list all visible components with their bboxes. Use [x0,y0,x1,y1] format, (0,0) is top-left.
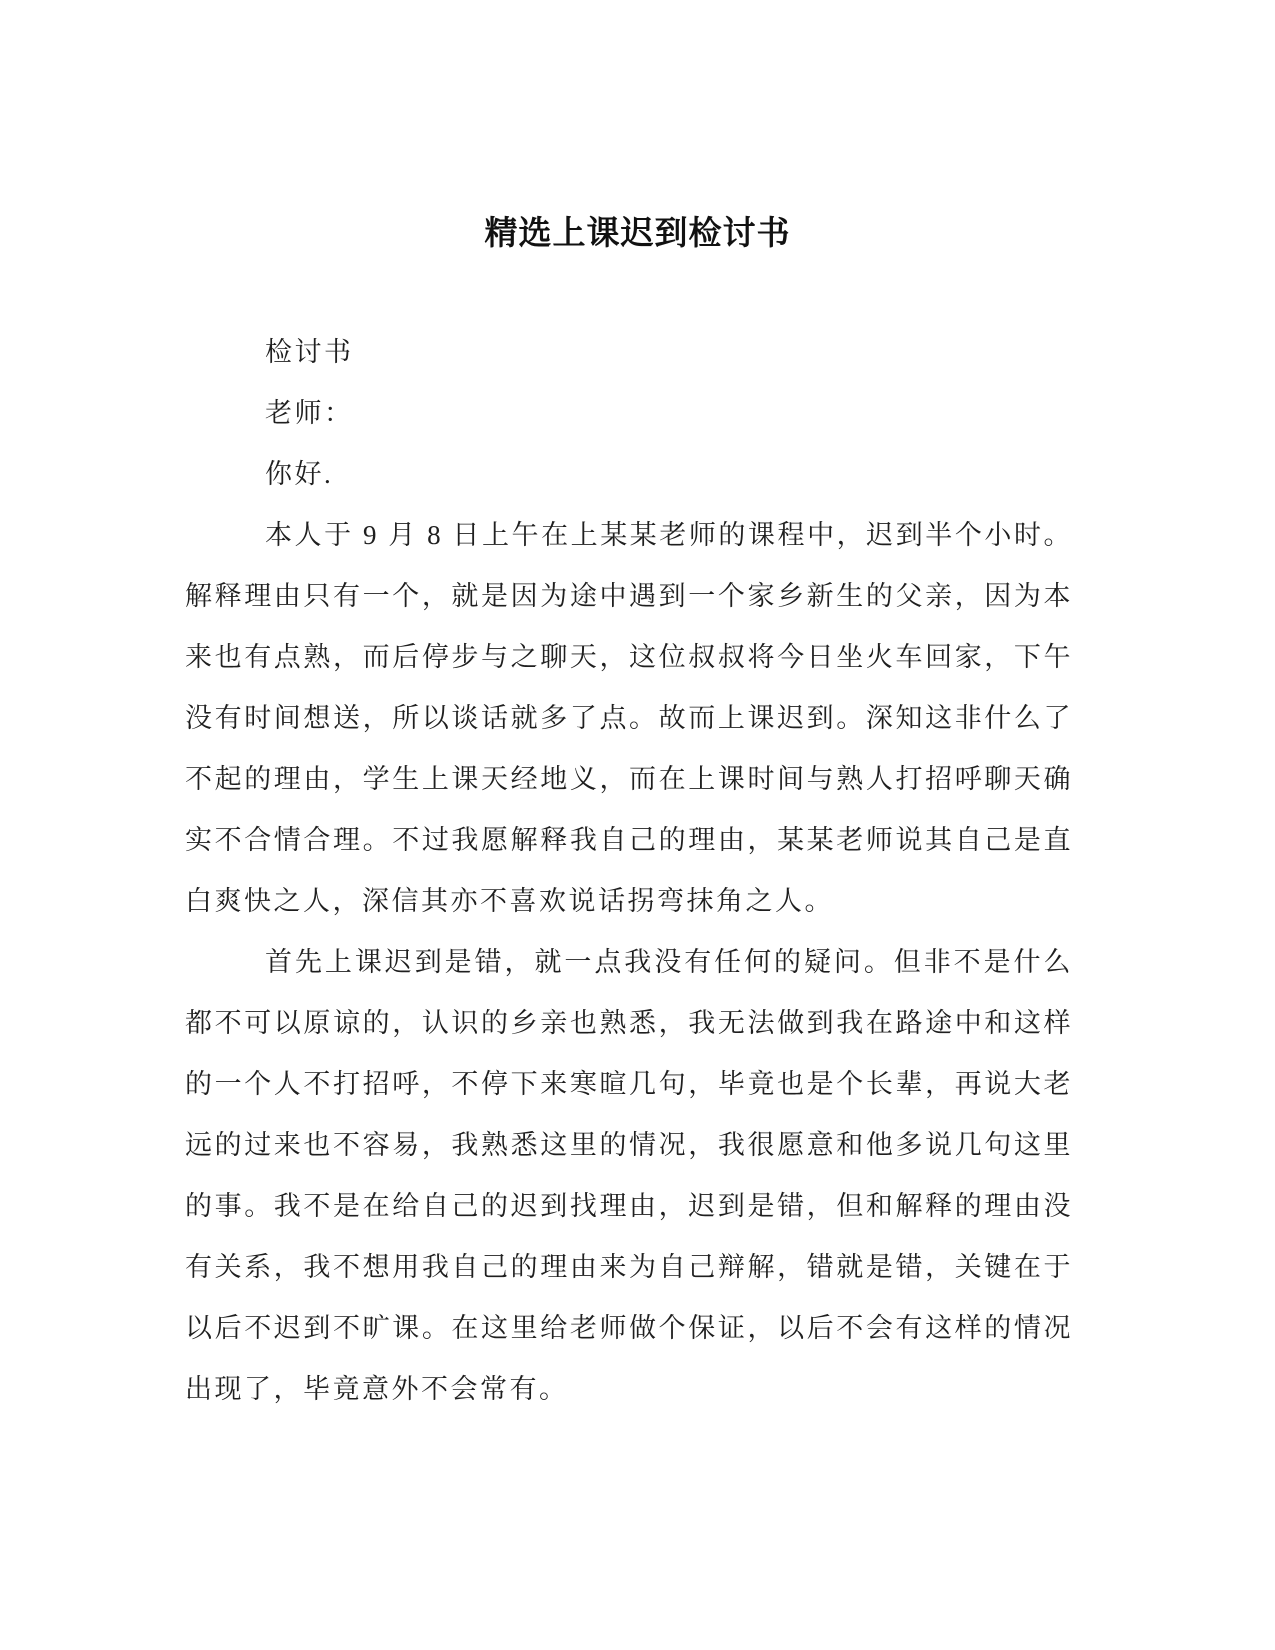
letter-heading-line: 检讨书 [265,337,354,367]
document-title: 精选上课迟到检讨书 [484,214,791,251]
document-body [185,322,1073,1420]
salutation-line: 老师： [265,398,354,428]
greeting-line: 你好. [265,459,334,489]
body-paragraph-2: 首先上课迟到是错，就一点我没有任何的疑问。但非不是什么都不可以原谅的，认识的乡亲也熟悉，我无法做到我在路途中和这样的一个人不打招呼，不停下来寒暄几句，毕竟也是个长辈，再说大老远的过来也不容易，我熟悉这里的情况，我很愿意和他多说几句这里的事。我不是在给自己的迟到找理由，迟到是错，但和解释的理由没有关系，我不想用我自己的理由来为自己辩解，错就是错，关键在于以后不迟到不旷课。在这里给老师做个保证，以后不会有这样的情况出现了，毕竟意外不会常有。 [185,947,1073,1404]
body-paragraph-1: 本人于 9 月 8 日上午在上某某老师的课程中，迟到半个小时。解释理由只有一个，就是因为途中遇到一个家乡新生的父亲，因为本来也有点熟，而后停步与之聊天，这位叔叔将今日坐火车回家，下午没有时间想送，所以谈话就多了点。故而上课迟到。深知这非什么了不起的理由，学生上课天经地义，而在上课时间与熟人打招呼聊天确实不合情合理。不过我愿解释我自己的理由，某某老师说其自己是直白爽快之人，深信其亦不喜欢说话拐弯抹角之人。 [185,520,1073,916]
